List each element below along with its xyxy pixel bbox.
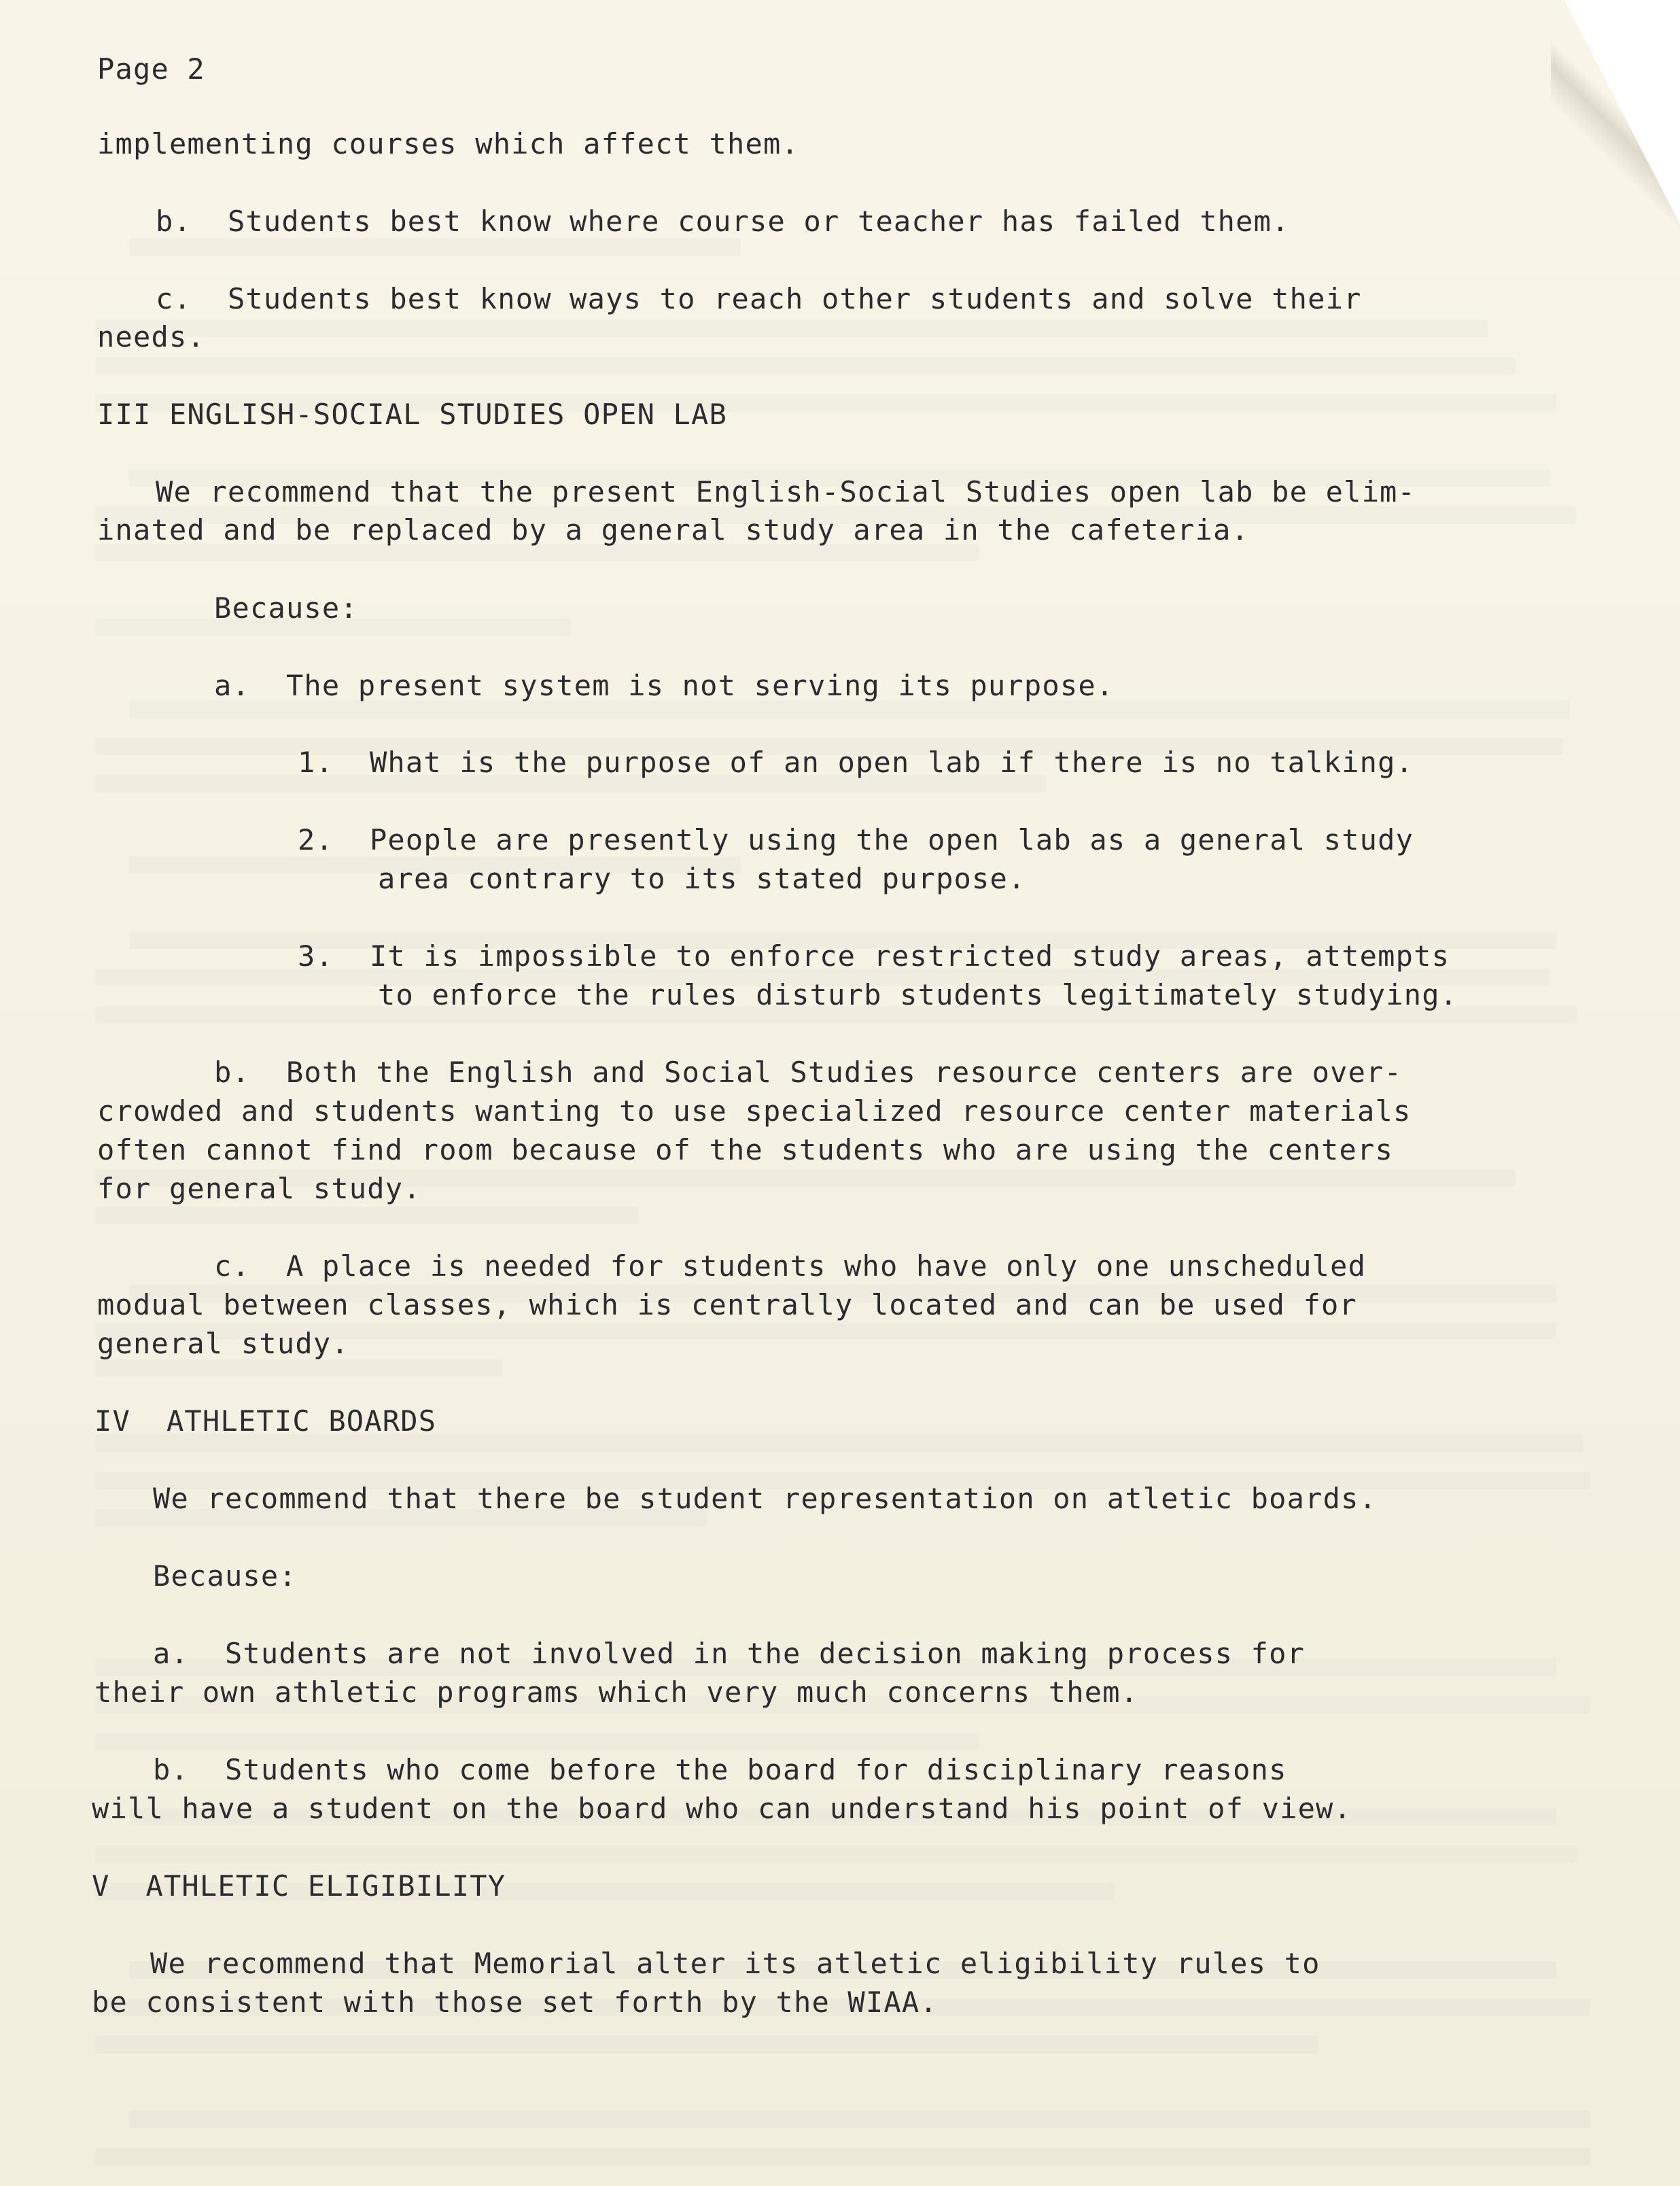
text-line: implementing courses which affect them. <box>97 127 799 160</box>
text-line: c. A place is needed for students who have only one unscheduled <box>214 1249 1367 1283</box>
text-line: needs. <box>97 320 205 353</box>
text-line: b. Students best know where course or teacher has failed them. <box>156 205 1290 238</box>
section-heading: IV ATHLETIC BOARDS <box>94 1404 437 1438</box>
text-line: modual between classes, which is centrally located and can be used for <box>97 1288 1358 1321</box>
text-line: crowded and students wanting to use specialized resource center materials <box>97 1094 1412 1128</box>
text-line: 1. What is the purpose of an open lab if there is no talking. <box>298 746 1414 779</box>
text-line: Because: <box>153 1559 297 1593</box>
page-number: Page 2 <box>97 52 205 86</box>
text-line: 2. People are presently using the open lab as a general study <box>298 823 1414 856</box>
text-line: their own athletic programs which very much concerns them. <box>94 1676 1139 1709</box>
text-line: b. Both the English and Social Studies resource centers are over- <box>214 1056 1403 1089</box>
text-line: We recommend that the present English-Social Studies open lab be elim- <box>156 475 1416 508</box>
text-line: area contrary to its stated purpose. <box>378 862 1026 895</box>
text-line: We recommend that Memorial alter its atletic eligibility rules to <box>150 1947 1320 1980</box>
text-line: will have a student on the board who can understand his point of view. <box>92 1792 1352 1825</box>
text-line: often cannot find room because of the students who are using the centers <box>97 1133 1394 1166</box>
text-line: We recommend that there be student representation on atletic boards. <box>153 1482 1378 1515</box>
section-heading: III ENGLISH-SOCIAL STUDIES OPEN LAB <box>97 398 728 431</box>
text-line: inated and be replaced by a general study area in the cafeteria. <box>97 513 1250 546</box>
text-line: b. Students who come before the board for disciplinary reasons <box>153 1753 1287 1786</box>
text-line: for general study. <box>97 1172 421 1205</box>
text-line: general study. <box>97 1327 349 1360</box>
section-heading: V ATHLETIC ELIGIBILITY <box>92 1869 506 1903</box>
text-line: c. Students best know ways to reach other students and solve their <box>156 282 1362 315</box>
text-line: a. Students are not involved in the decision making process for <box>153 1637 1306 1670</box>
text-line: be consistent with those set forth by the WIAA. <box>92 1985 938 2019</box>
text-line: 3. It is impossible to enforce restricted study areas, attempts <box>298 939 1450 973</box>
text-line: Because: <box>214 591 358 625</box>
text-line: to enforce the rules disturb students legitimately studying. <box>378 978 1458 1011</box>
text-line: a. The present system is not serving its purpose. <box>214 669 1115 702</box>
folded-corner <box>1564 0 1680 224</box>
